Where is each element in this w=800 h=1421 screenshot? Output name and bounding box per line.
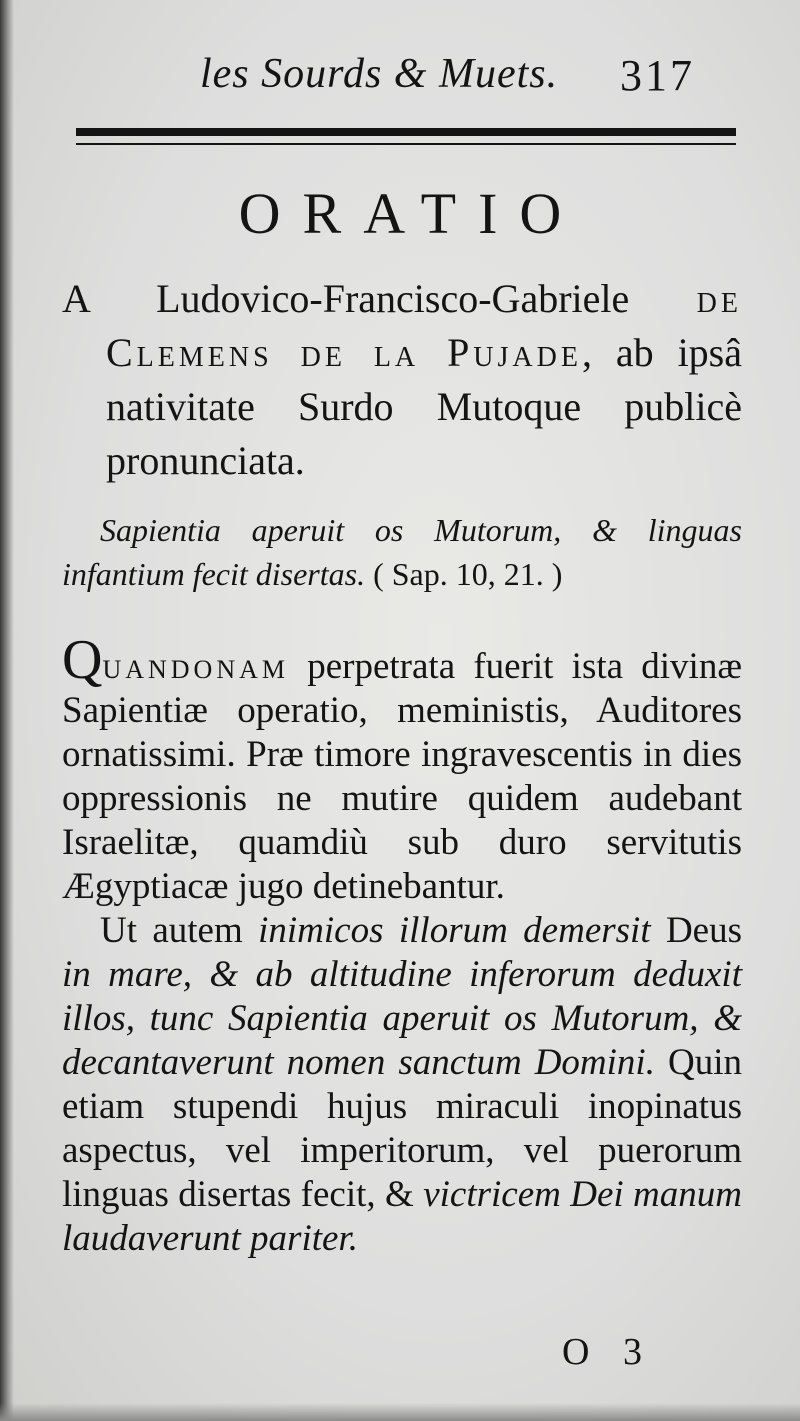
opening-word: uandonam: [102, 646, 290, 687]
paragraph-2-f: victricem Dei manum laudaverunt pariter.: [62, 1174, 742, 1259]
dedication-suffix: , ab ipsâ nativitate Surdo Mutoque publicè pronunciata.: [106, 330, 742, 483]
signature-mark: O 3: [562, 1331, 654, 1373]
running-title: les Sourds & Muets.: [200, 51, 559, 97]
running-header: [0, 50, 800, 110]
paragraph-2-e: Quin etiam stupendi hujus miraculi inopinatus aspectus, vel imperitorum, vel puerorum linguas disertas fecit, &: [62, 1042, 742, 1215]
paragraph-2-d: in mare, & ab altitudine inferorum deduxit illos, tunc Sapientia aperuit os Mutorum, & decantaverunt nomen sanctum Domini.: [62, 954, 742, 1083]
epigraph-quote: Sapientia aperuit os Mutorum, & linguas infantium fecit disertas.: [62, 512, 742, 592]
dedication: [62, 272, 742, 488]
paragraph-2-a: Ut autem: [100, 910, 259, 951]
page-number: 317: [620, 51, 695, 100]
paragraph-1-text: perpetrata fuerit ista divinæ Sapientiæ operatio, meministis, Auditores ornatissimi. Præ timore ingravescentis in dies oppressionis ne mutire quidem audebant Israelitæ, quamdiù sub duro servitutis Ægyptiacæ jugo detinebantur.: [62, 646, 742, 907]
body-paragraph-1: [62, 629, 742, 909]
paragraph-2-b: inimicos illorum demersit: [258, 910, 651, 951]
dedication-name: de Clemens de la Pujade: [106, 276, 742, 375]
oration-heading: ORATIO: [238, 181, 584, 246]
dedication-prefix: A Ludovico-Francisco-Gabriele: [62, 276, 630, 321]
epigraph: [62, 508, 742, 596]
drop-cap: Q: [62, 629, 103, 691]
rule-thin: [76, 143, 736, 145]
epigraph-paragraph: [62, 508, 742, 596]
paragraph-2-c: Deus: [650, 910, 743, 951]
body-text: [62, 629, 743, 1261]
header-rule: [76, 128, 736, 154]
epigraph-reference: ( Sap. 10, 21. ): [365, 556, 563, 592]
dedication-paragraph: [62, 272, 742, 488]
body-paragraph-2: [62, 909, 742, 1261]
page-bottom-shadow: [0, 1403, 800, 1421]
rule-thick: [76, 128, 736, 136]
